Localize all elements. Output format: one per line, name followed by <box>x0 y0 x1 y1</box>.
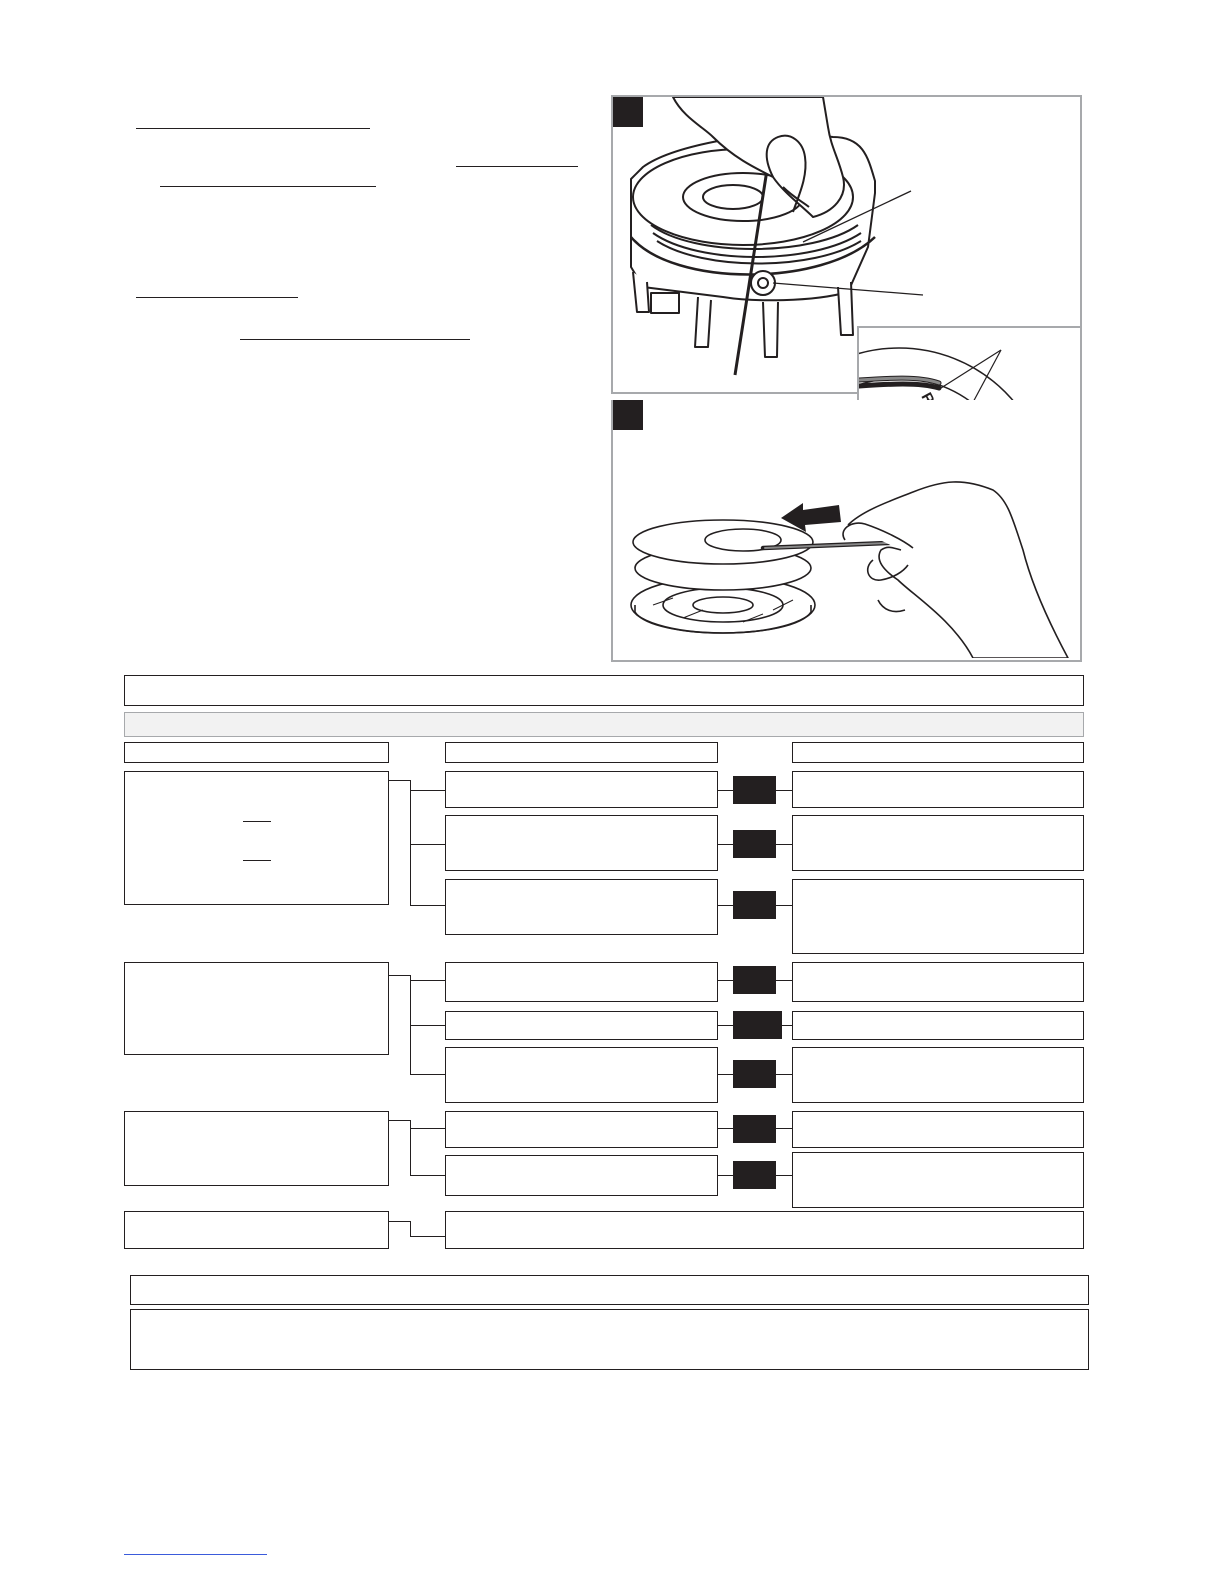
page-ref-tag <box>733 1161 776 1189</box>
footer-link-underline[interactable] <box>124 1554 267 1555</box>
service-title-bar <box>130 1275 1089 1305</box>
underlined-phrase <box>240 339 470 340</box>
page-ref-tag <box>733 1115 776 1143</box>
page-ref-tag <box>733 891 776 919</box>
underlined-phrase <box>136 297 298 298</box>
underlined-phrase <box>456 166 578 167</box>
page-ref-tag <box>733 1011 782 1039</box>
header-solution <box>792 742 1084 763</box>
page-ref-tag <box>733 1060 776 1088</box>
cause-cell <box>445 1011 718 1040</box>
cause-cell <box>445 1155 718 1196</box>
problem-cell <box>124 1111 389 1186</box>
spool-line-insertion-illustration <box>613 400 1080 658</box>
page-ref-tag <box>733 830 776 858</box>
cause-cell <box>445 815 718 871</box>
underlined-phrase <box>136 128 370 129</box>
solution-cell <box>792 962 1084 1002</box>
figure-b-panel <box>611 400 1082 662</box>
cause-cell <box>445 771 718 808</box>
cause-cell <box>445 1111 718 1148</box>
header-problem <box>124 742 389 763</box>
solution-cell <box>792 1111 1084 1148</box>
solution-cell <box>792 815 1084 871</box>
solution-cell <box>792 1047 1084 1103</box>
underlined-phrase <box>160 186 376 187</box>
solution-cell <box>792 1152 1084 1208</box>
page-ref-tag <box>733 966 776 994</box>
solution-cell <box>792 771 1084 808</box>
note-cell <box>445 1211 1084 1249</box>
troubleshooting-subtitle-bar <box>124 712 1084 737</box>
cause-cell <box>445 1047 718 1103</box>
service-body <box>130 1309 1089 1370</box>
solution-cell <box>792 1011 1084 1040</box>
underlined-phrase <box>243 860 271 861</box>
page-ref-tag <box>733 776 776 804</box>
cause-cell <box>445 962 718 1002</box>
solution-cell <box>792 879 1084 954</box>
problem-cell <box>124 1211 389 1249</box>
cause-cell <box>445 879 718 935</box>
problem-cell <box>124 962 389 1055</box>
underlined-phrase <box>243 821 271 822</box>
header-cause <box>445 742 718 763</box>
troubleshooting-title-bar <box>124 675 1084 706</box>
problem-cell <box>124 771 389 905</box>
